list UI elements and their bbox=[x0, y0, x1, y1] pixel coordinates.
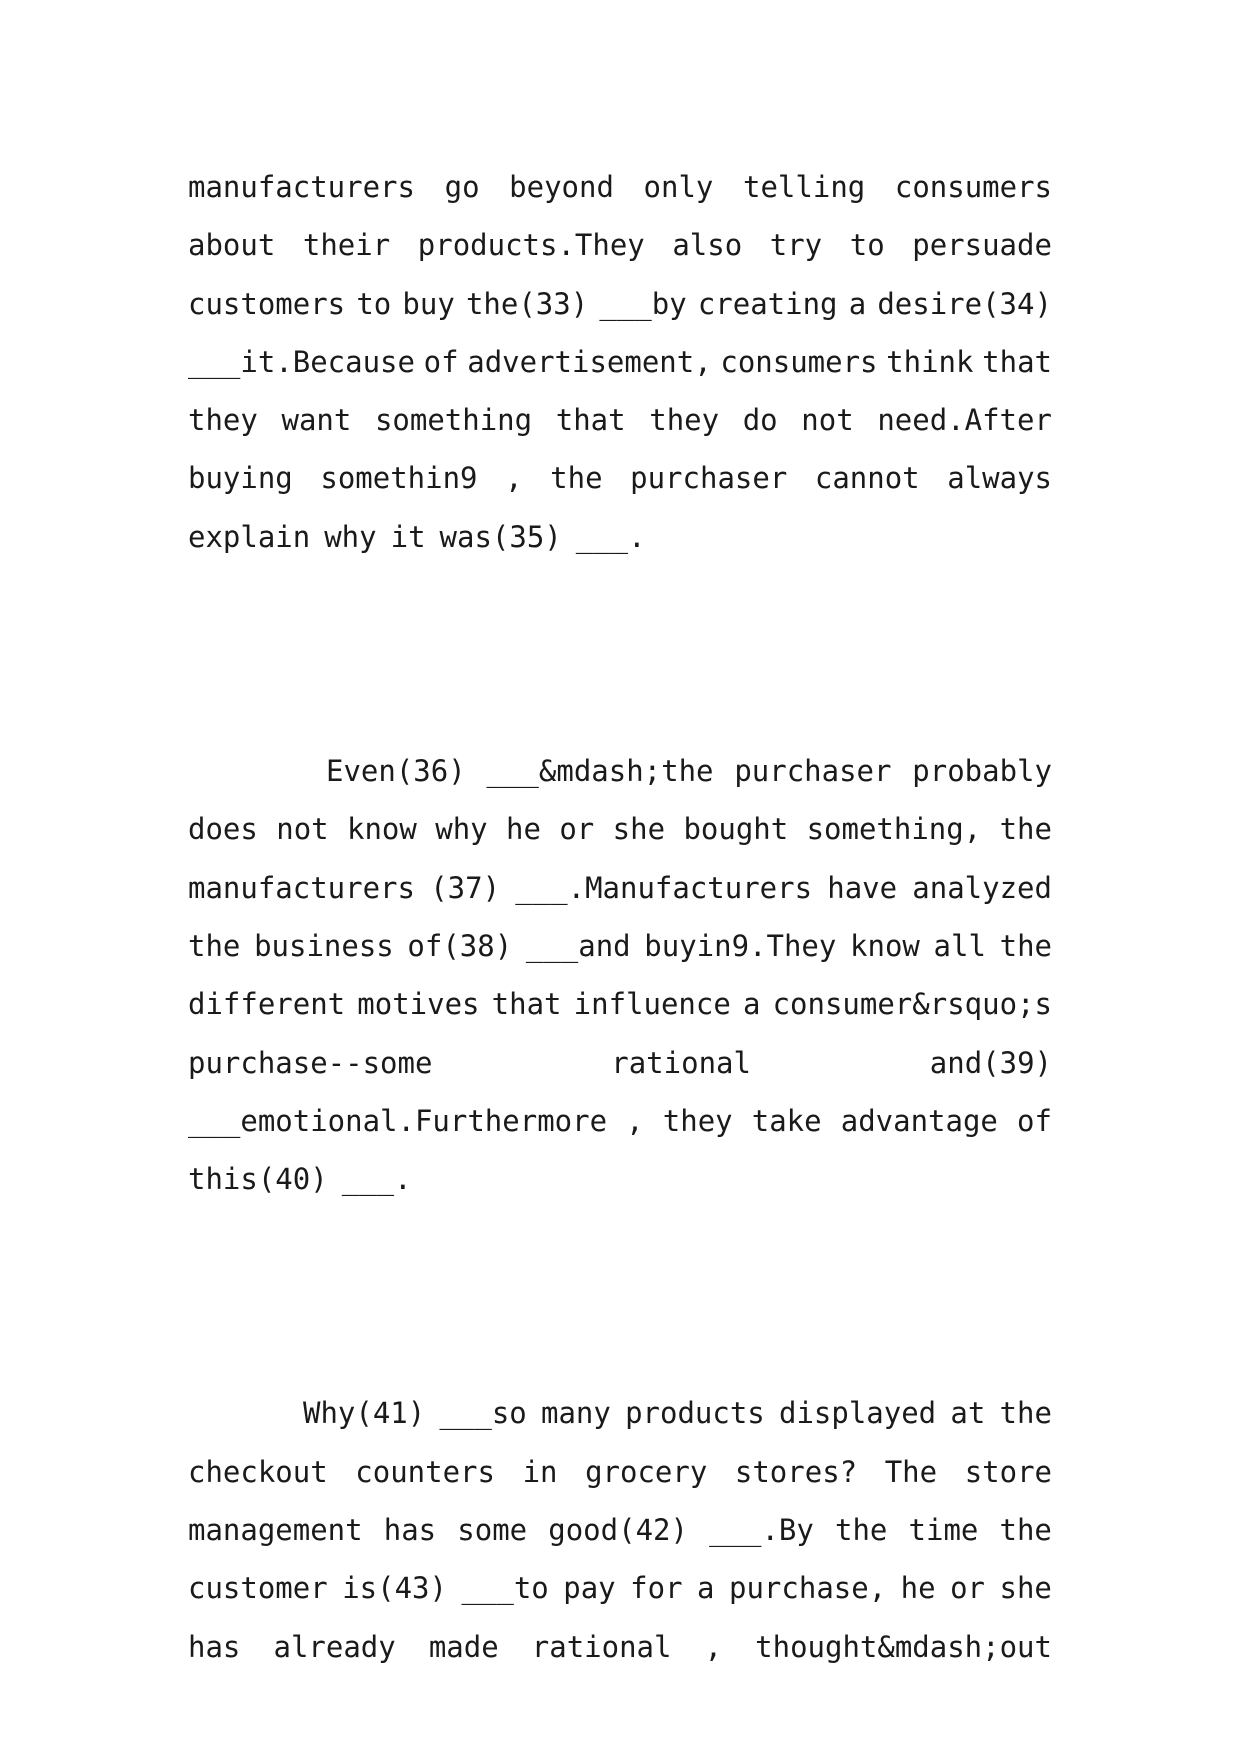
word: the bbox=[999, 928, 1052, 963]
word: has bbox=[383, 1513, 437, 1548]
text-line bbox=[188, 275, 1052, 333]
word: ___so bbox=[439, 1396, 527, 1431]
text-line bbox=[188, 1501, 1052, 1559]
word: ___by bbox=[599, 286, 687, 321]
word: they bbox=[649, 403, 720, 438]
word: she bbox=[612, 812, 666, 847]
word: The bbox=[884, 1454, 938, 1489]
word: somethin9 bbox=[320, 461, 478, 496]
word: Why(41) bbox=[303, 1396, 426, 1431]
word: only bbox=[643, 170, 714, 204]
paragraph-spacer bbox=[188, 566, 1052, 742]
word: was(35) bbox=[439, 519, 562, 554]
word: ___.By bbox=[709, 1513, 814, 1548]
word: ___.Manufacturers bbox=[515, 870, 813, 905]
word: does bbox=[188, 812, 258, 847]
word: not bbox=[276, 812, 329, 847]
word: management bbox=[188, 1513, 363, 1548]
word: that bbox=[491, 987, 562, 1022]
word: many bbox=[541, 1396, 611, 1431]
word: advertisement, bbox=[467, 344, 712, 379]
word: the(33) bbox=[465, 286, 589, 321]
word: is(43) bbox=[342, 1571, 447, 1606]
word: know bbox=[347, 812, 417, 847]
word: to bbox=[356, 286, 392, 321]
word: he bbox=[506, 812, 541, 847]
document-body bbox=[188, 158, 1052, 1676]
word: have bbox=[827, 870, 898, 905]
text-line bbox=[188, 1384, 1052, 1442]
word: ___it.Because bbox=[188, 344, 415, 379]
text-line bbox=[188, 975, 1052, 1033]
word: it bbox=[390, 519, 426, 554]
word: try bbox=[769, 228, 823, 263]
word: why bbox=[324, 519, 377, 554]
word: a bbox=[848, 286, 867, 321]
word: consumer&rsquo;s bbox=[772, 987, 1052, 1022]
word: or bbox=[950, 1571, 985, 1606]
word: the bbox=[550, 461, 603, 496]
word: of bbox=[1017, 1103, 1052, 1138]
word: he bbox=[900, 1571, 936, 1606]
word: thought&mdash;out bbox=[755, 1629, 1052, 1664]
word: ___emotional.Furthermore bbox=[188, 1103, 608, 1138]
word: that bbox=[982, 344, 1052, 379]
word: , bbox=[505, 461, 523, 496]
text-line bbox=[188, 1559, 1052, 1617]
word: purchase--some bbox=[188, 1045, 433, 1080]
word: their bbox=[302, 228, 391, 263]
word: persuade bbox=[912, 228, 1052, 263]
word: rational bbox=[611, 1045, 751, 1080]
word: the bbox=[999, 812, 1052, 847]
word: explain bbox=[188, 519, 311, 554]
text-line bbox=[188, 333, 1052, 391]
word: Even(36) bbox=[326, 754, 466, 789]
word: they bbox=[662, 1103, 733, 1138]
word: influence bbox=[573, 987, 731, 1022]
text-line bbox=[188, 1150, 1052, 1208]
word: at bbox=[950, 1396, 986, 1431]
word: probably bbox=[912, 754, 1052, 789]
word: need.After bbox=[877, 403, 1052, 438]
word: know bbox=[850, 928, 920, 963]
word: customers bbox=[188, 286, 346, 321]
text-line bbox=[188, 1034, 1052, 1092]
word: creating bbox=[697, 286, 838, 321]
word: grocery bbox=[585, 1454, 708, 1489]
paragraph-1 bbox=[188, 158, 1052, 566]
word: customer bbox=[188, 1571, 328, 1606]
word: some bbox=[457, 1513, 528, 1548]
word: store bbox=[964, 1454, 1052, 1489]
word: do bbox=[742, 403, 778, 438]
word: purchaser bbox=[630, 461, 788, 496]
word: products.They bbox=[417, 228, 645, 263]
word: ___&mdash;the bbox=[486, 754, 714, 789]
text-line bbox=[188, 449, 1052, 507]
word: , bbox=[626, 1103, 644, 1138]
word: buying bbox=[188, 461, 293, 496]
word: purchaser bbox=[734, 754, 892, 789]
word: bought bbox=[683, 812, 789, 847]
text-line bbox=[188, 391, 1052, 449]
text-line bbox=[188, 508, 1052, 566]
word: she bbox=[999, 1571, 1052, 1606]
word: that bbox=[555, 403, 626, 438]
word: the bbox=[999, 1513, 1052, 1548]
word: and(39) bbox=[929, 1045, 1052, 1080]
word: made bbox=[428, 1629, 499, 1664]
word: think bbox=[886, 344, 974, 379]
word: for bbox=[630, 1571, 683, 1606]
word: pay bbox=[563, 1571, 616, 1606]
word: products bbox=[625, 1396, 765, 1431]
word: time bbox=[908, 1513, 979, 1548]
text-line bbox=[188, 859, 1052, 917]
word: business bbox=[254, 928, 394, 963]
word: why bbox=[435, 812, 488, 847]
word: also bbox=[672, 228, 743, 263]
word: different bbox=[188, 987, 346, 1022]
word: buyin9.They bbox=[644, 928, 837, 963]
word: always bbox=[947, 461, 1052, 496]
word: (37) bbox=[430, 870, 501, 905]
text-line bbox=[188, 1092, 1052, 1150]
word: ___. bbox=[575, 519, 646, 554]
word: already bbox=[273, 1629, 396, 1664]
word: , bbox=[704, 1629, 723, 1664]
word: telling bbox=[743, 170, 866, 204]
word: this(40) bbox=[188, 1162, 328, 1197]
word: checkout bbox=[188, 1454, 328, 1489]
word: analyzed bbox=[912, 870, 1052, 905]
word: displayed bbox=[779, 1396, 937, 1431]
word: to bbox=[849, 228, 885, 263]
word: ___and bbox=[525, 928, 631, 963]
paragraph-spacer bbox=[188, 1208, 1052, 1384]
word: or bbox=[559, 812, 595, 847]
text-line bbox=[188, 800, 1052, 858]
text-line bbox=[188, 1443, 1052, 1501]
paragraph-3 bbox=[188, 1384, 1052, 1675]
word: buy bbox=[402, 286, 455, 321]
word: desire(34) bbox=[877, 286, 1052, 321]
word: purchase, bbox=[729, 1571, 887, 1606]
word: go bbox=[444, 170, 480, 204]
word: something bbox=[374, 403, 533, 438]
word: consumers bbox=[894, 170, 1052, 204]
word: ___. bbox=[341, 1162, 412, 1197]
word: manufacturers bbox=[188, 170, 415, 204]
word: cannot bbox=[814, 461, 920, 496]
word: manufacturers bbox=[188, 870, 415, 905]
text-line bbox=[188, 1618, 1052, 1676]
word: has bbox=[188, 1629, 241, 1664]
text-line bbox=[188, 917, 1052, 975]
word: the bbox=[999, 1396, 1052, 1431]
word: of bbox=[423, 344, 459, 379]
word: the bbox=[835, 1513, 888, 1548]
word: ___to bbox=[461, 1571, 549, 1606]
word: something, bbox=[806, 812, 982, 847]
word: all bbox=[933, 928, 986, 963]
word: good(42) bbox=[548, 1513, 688, 1548]
word: a bbox=[697, 1571, 715, 1606]
word: beyond bbox=[509, 170, 614, 204]
word: the bbox=[188, 928, 241, 963]
word: rational bbox=[531, 1629, 672, 1664]
text-line bbox=[188, 216, 1052, 274]
word: motives bbox=[357, 987, 480, 1022]
word: take bbox=[751, 1103, 822, 1138]
word: want bbox=[281, 403, 352, 438]
word: not bbox=[801, 403, 854, 438]
word: counters bbox=[355, 1454, 495, 1489]
word: a bbox=[742, 987, 761, 1022]
text-line bbox=[188, 742, 1052, 800]
word: they bbox=[188, 403, 258, 438]
paragraph-2 bbox=[188, 742, 1052, 1208]
text-line bbox=[188, 158, 1052, 216]
word: consumers bbox=[720, 344, 878, 379]
word: of(38) bbox=[407, 928, 513, 963]
word: about bbox=[188, 228, 276, 263]
word: advantage bbox=[840, 1103, 998, 1138]
word: stores? bbox=[734, 1454, 858, 1489]
word: in bbox=[522, 1454, 558, 1489]
